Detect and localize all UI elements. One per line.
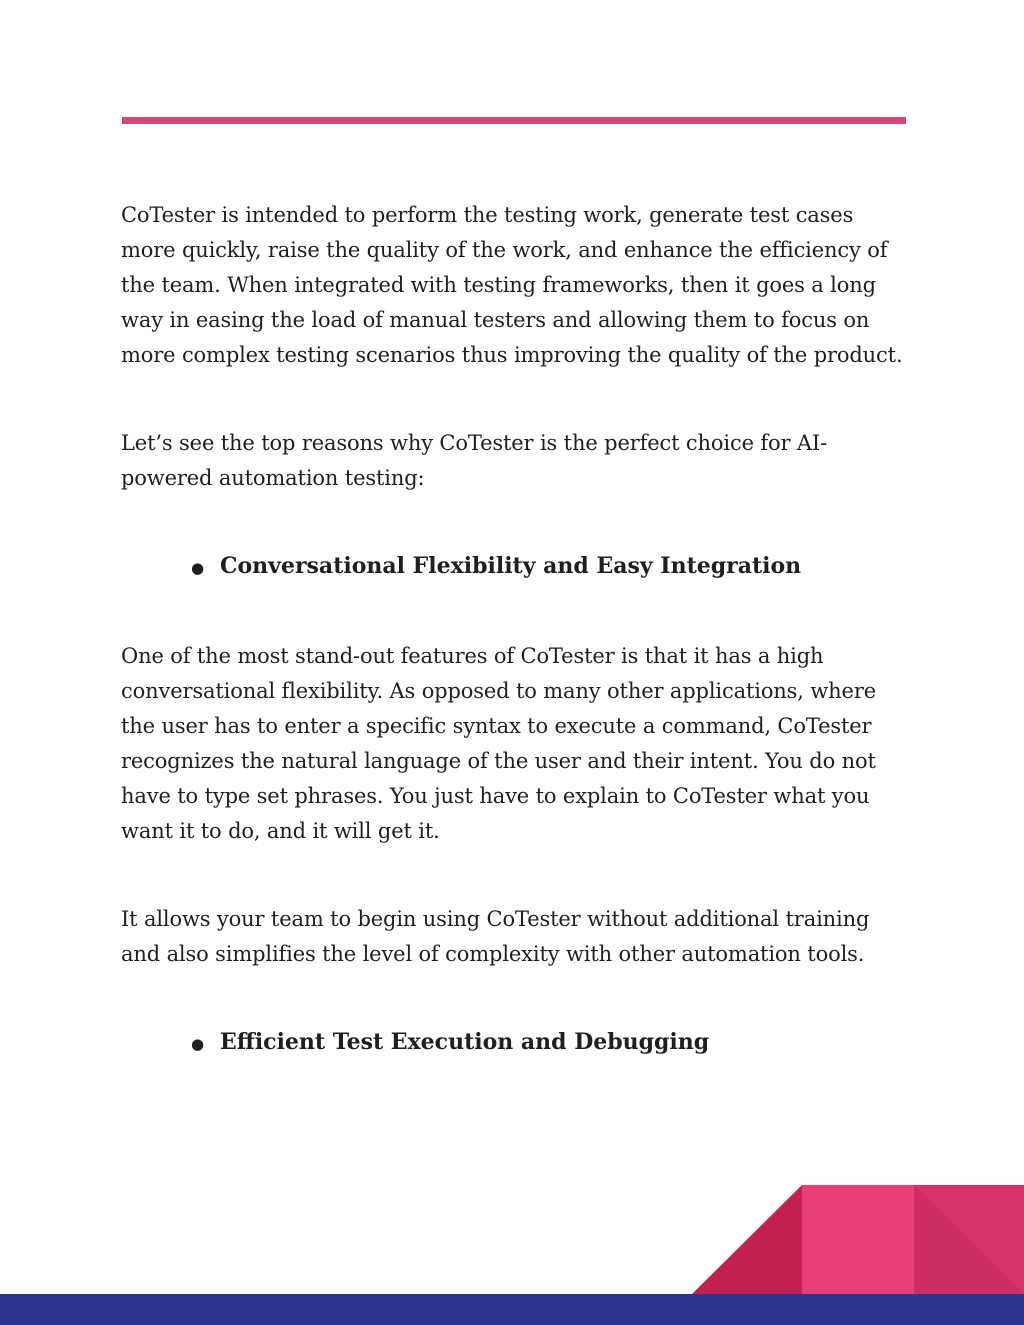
bullet-heading-conversational (191, 549, 911, 586)
paragraph-conversational: One of the most stand-out features of CoTester is that it has a high conversational flexibility. As opposed to many other applications, where the user has to enter a specific syntax to execute a command, CoTester recognizes the natural language of the user and their intent. You do not have to type set phrases. You just have to explain to CoTester what you want it to do, and it will get it. (121, 644, 877, 843)
bullet-icon: ● (191, 1035, 205, 1053)
crimson-triangle-shape (692, 1185, 802, 1294)
paragraph-reasons-lead: Let’s see the top reasons why CoTester is the perfect choice for AI-powered automation testing: (121, 431, 828, 490)
paragraph-team-adoption: It allows your team to begin using CoTester without additional training and also simplifies the level of complexity with other automation tools. (121, 907, 870, 966)
bullet-icon: ● (191, 559, 205, 577)
footer-bar (0, 1294, 1024, 1325)
paragraph-intro: CoTester is intended to perform the testing work, generate test cases more quickly, raise the quality of the work, and enhance the efficiency of the team. When integrated with testing frameworks, then it goes a long way in easing the load of manual testers and allowing them to focus on more complex testing scenarios thus improving the quality of the product. (121, 203, 903, 367)
pink-block-shape (802, 1185, 914, 1294)
corner-decoration-shapes (0, 1180, 1024, 1294)
bullet-heading-text: Efficient Test Execution and Debugging (220, 1029, 710, 1055)
document-body (121, 198, 911, 1062)
top-accent-rule (122, 117, 906, 124)
bullet-heading-execution (191, 1025, 911, 1062)
bullet-heading-text: Conversational Flexibility and Easy Integration (220, 553, 802, 579)
